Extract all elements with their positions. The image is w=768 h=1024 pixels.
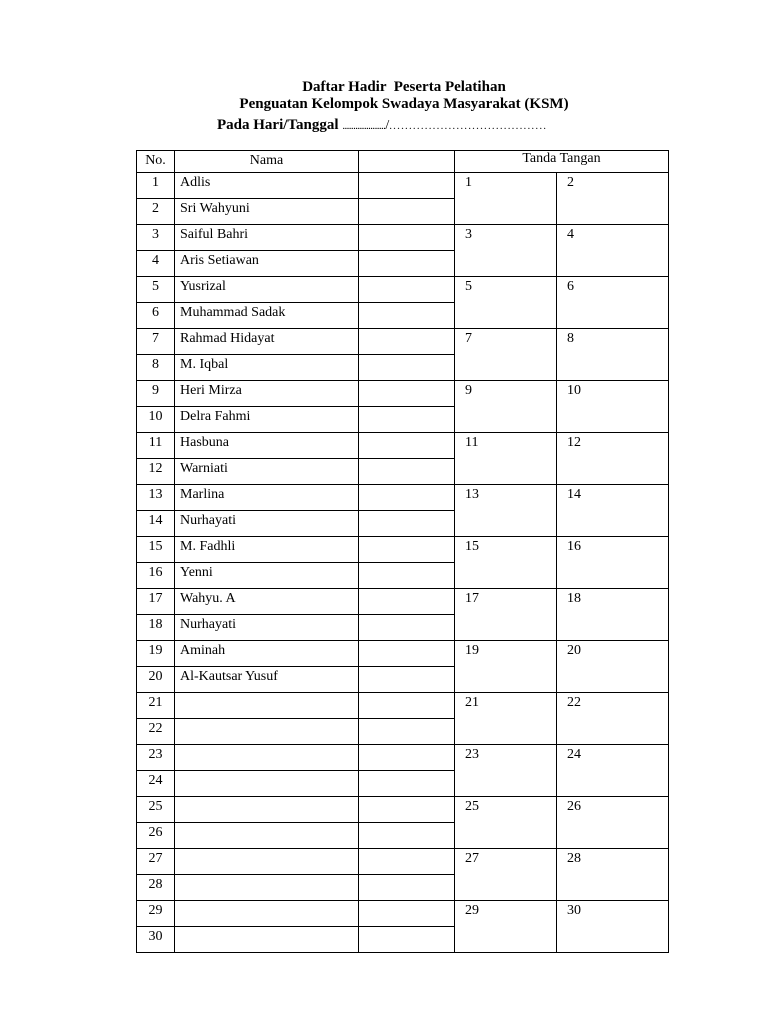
blank-cell: [359, 511, 455, 537]
participant-name: Sri Wahyuni: [175, 199, 359, 225]
blank-cell: [359, 563, 455, 589]
blank-cell: [359, 329, 455, 355]
blank-cell: [359, 875, 455, 901]
participant-name: [175, 875, 359, 901]
blank-cell: [359, 797, 455, 823]
row-number: 24: [137, 771, 175, 797]
signature-cell-left: 15: [455, 537, 557, 589]
row-number: 8: [137, 355, 175, 381]
table-row: [137, 641, 669, 667]
row-number: 22: [137, 719, 175, 745]
row-number: 25: [137, 797, 175, 823]
row-number: 6: [137, 303, 175, 329]
participant-name: [175, 823, 359, 849]
date-separator: /: [385, 118, 390, 133]
participant-name: Nurhayati: [175, 615, 359, 641]
signature-cell-right: 18: [557, 589, 669, 641]
participant-name: Muhammad Sadak: [175, 303, 359, 329]
blank-cell: [359, 849, 455, 875]
participant-name: M. Iqbal: [175, 355, 359, 381]
participant-name: Heri Mirza: [175, 381, 359, 407]
document-subtitle: Penguatan Kelompok Swadaya Masyarakat (KSM): [239, 96, 569, 112]
participant-name: Adlis: [175, 173, 359, 199]
participant-name: [175, 745, 359, 771]
blank-cell: [359, 407, 455, 433]
row-number: 28: [137, 875, 175, 901]
signature-cell-left: 21: [455, 693, 557, 745]
header-blank: [359, 151, 455, 173]
blank-cell: [359, 641, 455, 667]
participant-name: [175, 719, 359, 745]
signature-cell-right: 2: [557, 173, 669, 225]
blank-cell: [359, 277, 455, 303]
signature-cell-left: 25: [455, 797, 557, 849]
signature-cell-right: 6: [557, 277, 669, 329]
row-number: 4: [137, 251, 175, 277]
signature-cell-left: 11: [455, 433, 557, 485]
blank-cell: [359, 485, 455, 511]
blank-cell: [359, 173, 455, 199]
row-number: 20: [137, 667, 175, 693]
row-number: 7: [137, 329, 175, 355]
signature-cell-right: 24: [557, 745, 669, 797]
blank-cell: [359, 771, 455, 797]
participant-name: Aminah: [175, 641, 359, 667]
blank-cell: [359, 745, 455, 771]
row-number: 18: [137, 615, 175, 641]
participant-name: Yenni: [175, 563, 359, 589]
header-name: Nama: [175, 151, 359, 173]
blank-cell: [359, 901, 455, 927]
date-dots-day: ....................: [342, 120, 386, 132]
table-row: [137, 173, 669, 199]
signature-cell-left: 27: [455, 849, 557, 901]
header-signature: Tanda Tangan: [455, 151, 669, 173]
table-row: [137, 381, 669, 407]
row-number: 29: [137, 901, 175, 927]
table-row: [137, 485, 669, 511]
signature-cell-right: 8: [557, 329, 669, 381]
table-row: [137, 433, 669, 459]
signature-cell-left: 7: [455, 329, 557, 381]
table-row: [137, 225, 669, 251]
participant-name: Saiful Bahri: [175, 225, 359, 251]
table-row: [137, 693, 669, 719]
table-row: [137, 537, 669, 563]
signature-cell-left: 17: [455, 589, 557, 641]
blank-cell: [359, 433, 455, 459]
participant-name: [175, 797, 359, 823]
header-no: No.: [137, 151, 175, 173]
participant-name: Wahyu. A: [175, 589, 359, 615]
signature-cell-left: 9: [455, 381, 557, 433]
table-row: [137, 589, 669, 615]
signature-cell-right: 12: [557, 433, 669, 485]
table-row: [137, 901, 669, 927]
signature-cell-right: 30: [557, 901, 669, 953]
signature-cell-right: 14: [557, 485, 669, 537]
row-number: 26: [137, 823, 175, 849]
row-number: 16: [137, 563, 175, 589]
blank-cell: [359, 303, 455, 329]
participant-name: Delra Fahmi: [175, 407, 359, 433]
blank-cell: [359, 589, 455, 615]
signature-cell-right: 4: [557, 225, 669, 277]
signature-cell-left: 19: [455, 641, 557, 693]
participant-name: Warniati: [175, 459, 359, 485]
blank-cell: [359, 927, 455, 953]
blank-cell: [359, 459, 455, 485]
participant-name: [175, 771, 359, 797]
participant-name: [175, 849, 359, 875]
participant-name: Yusrizal: [175, 277, 359, 303]
row-number: 9: [137, 381, 175, 407]
table-row: [137, 797, 669, 823]
blank-cell: [359, 199, 455, 225]
participant-name: [175, 693, 359, 719]
row-number: 21: [137, 693, 175, 719]
participant-name: Hasbuna: [175, 433, 359, 459]
signature-cell-left: 13: [455, 485, 557, 537]
row-number: 10: [137, 407, 175, 433]
row-number: 5: [137, 277, 175, 303]
signature-cell-left: 3: [455, 225, 557, 277]
attendance-table: [136, 150, 669, 953]
table-row: [137, 745, 669, 771]
signature-cell-right: 16: [557, 537, 669, 589]
row-number: 1: [137, 173, 175, 199]
row-number: 23: [137, 745, 175, 771]
row-number: 13: [137, 485, 175, 511]
date-line: [217, 116, 547, 135]
signature-cell-left: 1: [455, 173, 557, 225]
table-row: [137, 849, 669, 875]
signature-cell-right: 20: [557, 641, 669, 693]
blank-cell: [359, 719, 455, 745]
row-number: 2: [137, 199, 175, 225]
signature-cell-right: 10: [557, 381, 669, 433]
participant-name: Marlina: [175, 485, 359, 511]
signature-cell-right: 26: [557, 797, 669, 849]
row-number: 27: [137, 849, 175, 875]
table-row: [137, 329, 669, 355]
signature-cell-left: 23: [455, 745, 557, 797]
date-dots-date: ........................................: [389, 120, 548, 132]
document-title: Daftar Hadir Peserta Pelatihan: [302, 79, 506, 95]
row-number: 15: [137, 537, 175, 563]
row-number: 19: [137, 641, 175, 667]
participant-name: [175, 927, 359, 953]
blank-cell: [359, 381, 455, 407]
signature-cell-right: 28: [557, 849, 669, 901]
participant-name: [175, 901, 359, 927]
participant-name: Aris Setiawan: [175, 251, 359, 277]
blank-cell: [359, 355, 455, 381]
row-number: 30: [137, 927, 175, 953]
signature-cell-right: 22: [557, 693, 669, 745]
table-row: [137, 277, 669, 303]
blank-cell: [359, 537, 455, 563]
row-number: 3: [137, 225, 175, 251]
participant-name: Rahmad Hidayat: [175, 329, 359, 355]
date-label: Pada Hari/Tanggal: [217, 117, 343, 133]
participant-name: Nurhayati: [175, 511, 359, 537]
blank-cell: [359, 667, 455, 693]
blank-cell: [359, 693, 455, 719]
participant-name: M. Fadhli: [175, 537, 359, 563]
blank-cell: [359, 615, 455, 641]
participant-name: Al-Kautsar Yusuf: [175, 667, 359, 693]
signature-cell-left: 5: [455, 277, 557, 329]
blank-cell: [359, 823, 455, 849]
row-number: 11: [137, 433, 175, 459]
row-number: 17: [137, 589, 175, 615]
row-number: 14: [137, 511, 175, 537]
blank-cell: [359, 251, 455, 277]
blank-cell: [359, 225, 455, 251]
table-header-row: [137, 151, 669, 173]
signature-cell-left: 29: [455, 901, 557, 953]
row-number: 12: [137, 459, 175, 485]
